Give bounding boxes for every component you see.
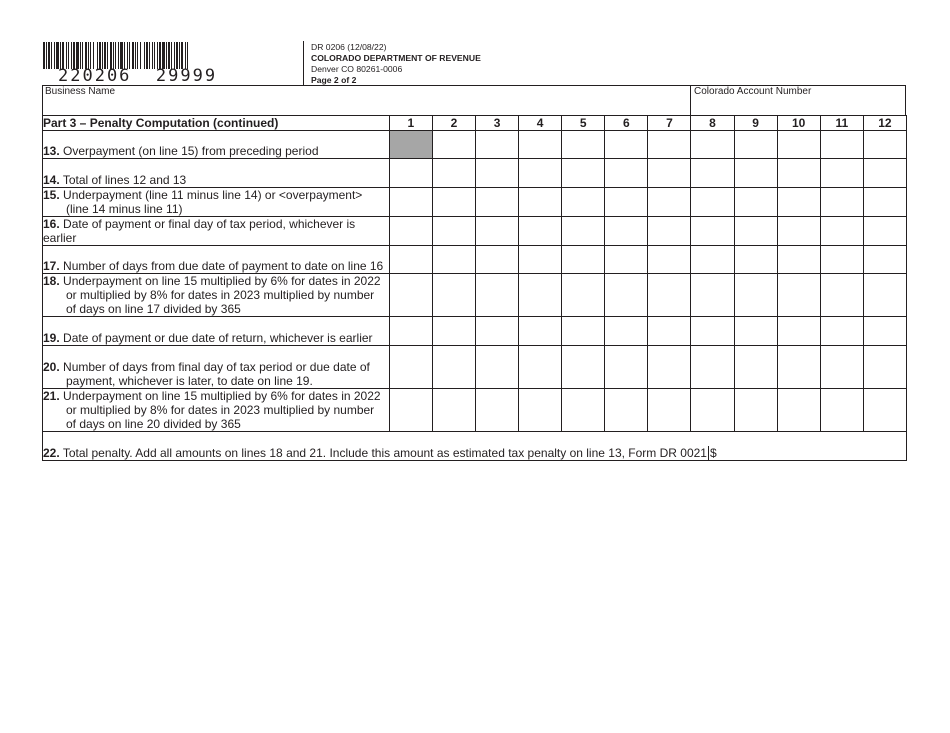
entry-cell[interactable]	[389, 159, 432, 188]
entry-cell[interactable]	[475, 188, 518, 217]
account-number-field[interactable]: Colorado Account Number	[694, 86, 812, 97]
column-header: 12	[863, 116, 906, 131]
entry-cell[interactable]	[691, 246, 734, 274]
column-header: 1	[389, 116, 432, 131]
department-name: COLORADO DEPARTMENT OF REVENUE	[311, 53, 481, 63]
line-text: Underpayment on line 15 multiplied by 6% for dates in 2022	[63, 389, 381, 403]
entry-cell[interactable]	[519, 389, 562, 432]
entry-cell[interactable]	[734, 131, 777, 159]
entry-cell[interactable]	[389, 389, 432, 432]
entry-cell[interactable]	[389, 346, 432, 389]
entry-cell[interactable]	[777, 274, 820, 317]
line-text: Underpayment (line 11 minus line 14) or <overpayment>	[63, 188, 363, 202]
entry-cell[interactable]	[389, 217, 432, 246]
line-text: Date of payment or due date of return, whichever is earlier	[63, 331, 373, 345]
entry-cell[interactable]	[691, 317, 734, 346]
entry-cell[interactable]	[777, 131, 820, 159]
entry-cell[interactable]	[863, 346, 906, 389]
entry-cell[interactable]	[777, 217, 820, 246]
entry-cell[interactable]	[820, 389, 863, 432]
column-header: 6	[605, 116, 648, 131]
entry-cell[interactable]	[519, 246, 562, 274]
line-21-row	[43, 389, 907, 432]
line-text-continued: or multiplied by 8% for dates in 2023 multiplied by number	[66, 403, 375, 417]
column-header: 2	[432, 116, 475, 131]
line-number: 22.	[43, 446, 60, 460]
column-header: 9	[734, 116, 777, 131]
column-header: 7	[648, 116, 691, 131]
barcode-number: 220206 29999	[58, 66, 218, 86]
entry-cell[interactable]	[519, 131, 562, 159]
line-18-row	[43, 274, 907, 317]
entry-cell[interactable]	[777, 246, 820, 274]
currency-symbol: $	[709, 446, 717, 460]
entry-cell[interactable]	[432, 346, 475, 389]
business-info-row	[42, 85, 906, 115]
entry-cell[interactable]	[863, 274, 906, 317]
total-penalty-field[interactable]	[43, 432, 907, 461]
entry-cell[interactable]	[562, 317, 605, 346]
part3-title: Part 3 – Penalty Computation (continued)	[43, 116, 390, 131]
barcode	[43, 42, 239, 69]
column-header: 3	[475, 116, 518, 131]
line-description	[43, 188, 390, 217]
entry-cell[interactable]	[863, 217, 906, 246]
line-description	[43, 389, 390, 432]
entry-cell[interactable]	[777, 317, 820, 346]
entry-cell[interactable]	[475, 159, 518, 188]
line-19-row	[43, 317, 907, 346]
entry-cell[interactable]	[691, 346, 734, 389]
page-number: Page 2 of 2	[311, 75, 357, 85]
column-header-row	[43, 116, 907, 131]
line-text: Number of days from final day of tax period or due date of	[63, 360, 370, 374]
entry-cell[interactable]	[432, 274, 475, 317]
column-header: 4	[519, 116, 562, 131]
entry-cell[interactable]	[562, 246, 605, 274]
entry-cell[interactable]	[863, 389, 906, 432]
entry-cell[interactable]	[605, 217, 648, 246]
line-text-continued: of days on line 20 divided by 365	[66, 417, 241, 431]
entry-cell[interactable]	[648, 217, 691, 246]
entry-cell[interactable]	[648, 346, 691, 389]
entry-cell[interactable]	[562, 188, 605, 217]
form-id: DR 0206 (12/08/22)	[311, 42, 387, 52]
entry-cell[interactable]	[432, 188, 475, 217]
entry-cell[interactable]	[432, 317, 475, 346]
line-14-row	[43, 159, 907, 188]
entry-cell[interactable]	[562, 131, 605, 159]
entry-cell[interactable]	[777, 188, 820, 217]
department-address: Denver CO 80261-0006	[311, 64, 403, 74]
entry-cell[interactable]	[691, 159, 734, 188]
line-text: Date of payment or final day of tax period, whichever is earlier	[43, 217, 356, 245]
entry-cell[interactable]	[605, 317, 648, 346]
entry-cell[interactable]	[820, 317, 863, 346]
entry-cell[interactable]	[691, 274, 734, 317]
field-divider	[690, 86, 691, 116]
line-text: Number of days from due date of payment to date on line 16	[63, 259, 384, 273]
entry-cell[interactable]	[820, 131, 863, 159]
entry-cell[interactable]	[562, 346, 605, 389]
line-number: 16.	[43, 217, 60, 231]
entry-cell[interactable]	[820, 346, 863, 389]
entry-cell[interactable]	[475, 131, 518, 159]
entry-cell[interactable]	[475, 346, 518, 389]
line-number: 17.	[43, 259, 60, 273]
line-text: Underpayment on line 15 multiplied by 6% for dates in 2022	[63, 274, 381, 288]
entry-cell[interactable]	[562, 274, 605, 317]
entry-cell[interactable]	[432, 246, 475, 274]
entry-cell[interactable]	[820, 246, 863, 274]
line-22-row	[43, 432, 907, 461]
column-header: 10	[777, 116, 820, 131]
line-description	[43, 317, 390, 346]
line-description	[43, 274, 390, 317]
line-number: 21.	[43, 389, 60, 403]
entry-cell[interactable]	[519, 159, 562, 188]
entry-cell[interactable]	[648, 389, 691, 432]
entry-cell[interactable]	[432, 159, 475, 188]
line-text: Total of lines 12 and 13	[62, 173, 187, 187]
entry-cell[interactable]	[605, 188, 648, 217]
column-header: 5	[562, 116, 605, 131]
line-20-row	[43, 346, 907, 389]
line-13-row	[43, 131, 907, 159]
entry-cell[interactable]	[475, 217, 518, 246]
entry-cell[interactable]	[389, 317, 432, 346]
line-description	[43, 346, 390, 389]
entry-cell[interactable]	[432, 131, 475, 159]
entry-cell[interactable]	[863, 317, 906, 346]
entry-cell[interactable]	[562, 389, 605, 432]
entry-cell[interactable]	[389, 188, 432, 217]
entry-cell[interactable]	[734, 217, 777, 246]
line-17-row	[43, 246, 907, 274]
business-name-field[interactable]: Business Name	[45, 86, 116, 97]
entry-cell[interactable]	[863, 131, 906, 159]
entry-cell[interactable]	[734, 274, 777, 317]
entry-cell[interactable]	[863, 246, 906, 274]
column-header: 11	[820, 116, 863, 131]
entry-cell[interactable]	[519, 274, 562, 317]
line-number: 20.	[43, 360, 60, 374]
entry-cell[interactable]	[691, 389, 734, 432]
entry-cell[interactable]	[648, 317, 691, 346]
entry-cell[interactable]	[519, 217, 562, 246]
entry-cell[interactable]	[648, 131, 691, 159]
entry-cell[interactable]	[605, 131, 648, 159]
entry-cell[interactable]	[820, 188, 863, 217]
entry-cell[interactable]	[605, 389, 648, 432]
entry-cell[interactable]	[605, 159, 648, 188]
entry-cell[interactable]	[777, 389, 820, 432]
line-15-row	[43, 188, 907, 217]
entry-cell[interactable]	[648, 246, 691, 274]
entry-cell[interactable]	[432, 217, 475, 246]
line-description	[43, 246, 390, 274]
entry-cell[interactable]	[777, 159, 820, 188]
entry-cell[interactable]	[734, 317, 777, 346]
entry-cell[interactable]	[605, 346, 648, 389]
entry-cell[interactable]	[389, 274, 432, 317]
form-header	[311, 42, 481, 86]
entry-cell[interactable]	[562, 159, 605, 188]
entry-cell[interactable]	[734, 188, 777, 217]
line-number: 14.	[43, 173, 60, 187]
entry-cell[interactable]	[648, 274, 691, 317]
entry-cell[interactable]	[648, 188, 691, 217]
line-text: Overpayment (on line 15) from preceding period	[63, 144, 319, 158]
entry-cell[interactable]	[389, 246, 432, 274]
line-text-continued: of days on line 17 divided by 365	[66, 302, 241, 316]
entry-cell[interactable]	[432, 389, 475, 432]
line-number: 19.	[43, 331, 60, 345]
entry-cell[interactable]	[562, 217, 605, 246]
line-text: Total penalty. Add all amounts on lines 18 and 21. Include this amount as estimated tax penalty on line 13, Form DR 0021	[62, 446, 707, 460]
entry-cell[interactable]	[475, 389, 518, 432]
line-number: 13.	[43, 144, 60, 158]
entry-cell[interactable]	[475, 317, 518, 346]
entry-cell[interactable]	[863, 188, 906, 217]
penalty-computation-table	[42, 115, 907, 461]
header-divider	[303, 41, 304, 85]
entry-cell[interactable]	[519, 188, 562, 217]
entry-cell[interactable]	[475, 274, 518, 317]
line-description	[43, 159, 390, 188]
line-16-row	[43, 217, 907, 246]
entry-cell[interactable]	[648, 159, 691, 188]
entry-cell[interactable]	[863, 159, 906, 188]
entry-cell[interactable]	[734, 159, 777, 188]
column-header: 8	[691, 116, 734, 131]
entry-cell[interactable]	[691, 188, 734, 217]
entry-cell[interactable]	[519, 346, 562, 389]
line-text-continued: payment, whichever is later, to date on line 19.	[66, 374, 313, 388]
line-description	[43, 131, 390, 159]
entry-cell[interactable]	[691, 131, 734, 159]
entry-cell[interactable]	[820, 274, 863, 317]
entry-cell[interactable]	[777, 346, 820, 389]
line-text-continued: (line 14 minus line 11)	[66, 202, 183, 216]
line-text-continued: or multiplied by 8% for dates in 2023 multiplied by number	[66, 288, 375, 302]
line-number: 15.	[43, 188, 60, 202]
entry-cell[interactable]	[605, 246, 648, 274]
entry-cell[interactable]	[475, 246, 518, 274]
entry-cell[interactable]	[734, 389, 777, 432]
entry-cell[interactable]	[519, 317, 562, 346]
shaded-cell	[389, 131, 432, 159]
entry-cell[interactable]	[820, 217, 863, 246]
line-description	[43, 217, 390, 246]
entry-cell[interactable]	[691, 217, 734, 246]
line-number: 18.	[43, 274, 60, 288]
entry-cell[interactable]	[734, 246, 777, 274]
entry-cell[interactable]	[605, 274, 648, 317]
entry-cell[interactable]	[734, 346, 777, 389]
entry-cell[interactable]	[820, 159, 863, 188]
